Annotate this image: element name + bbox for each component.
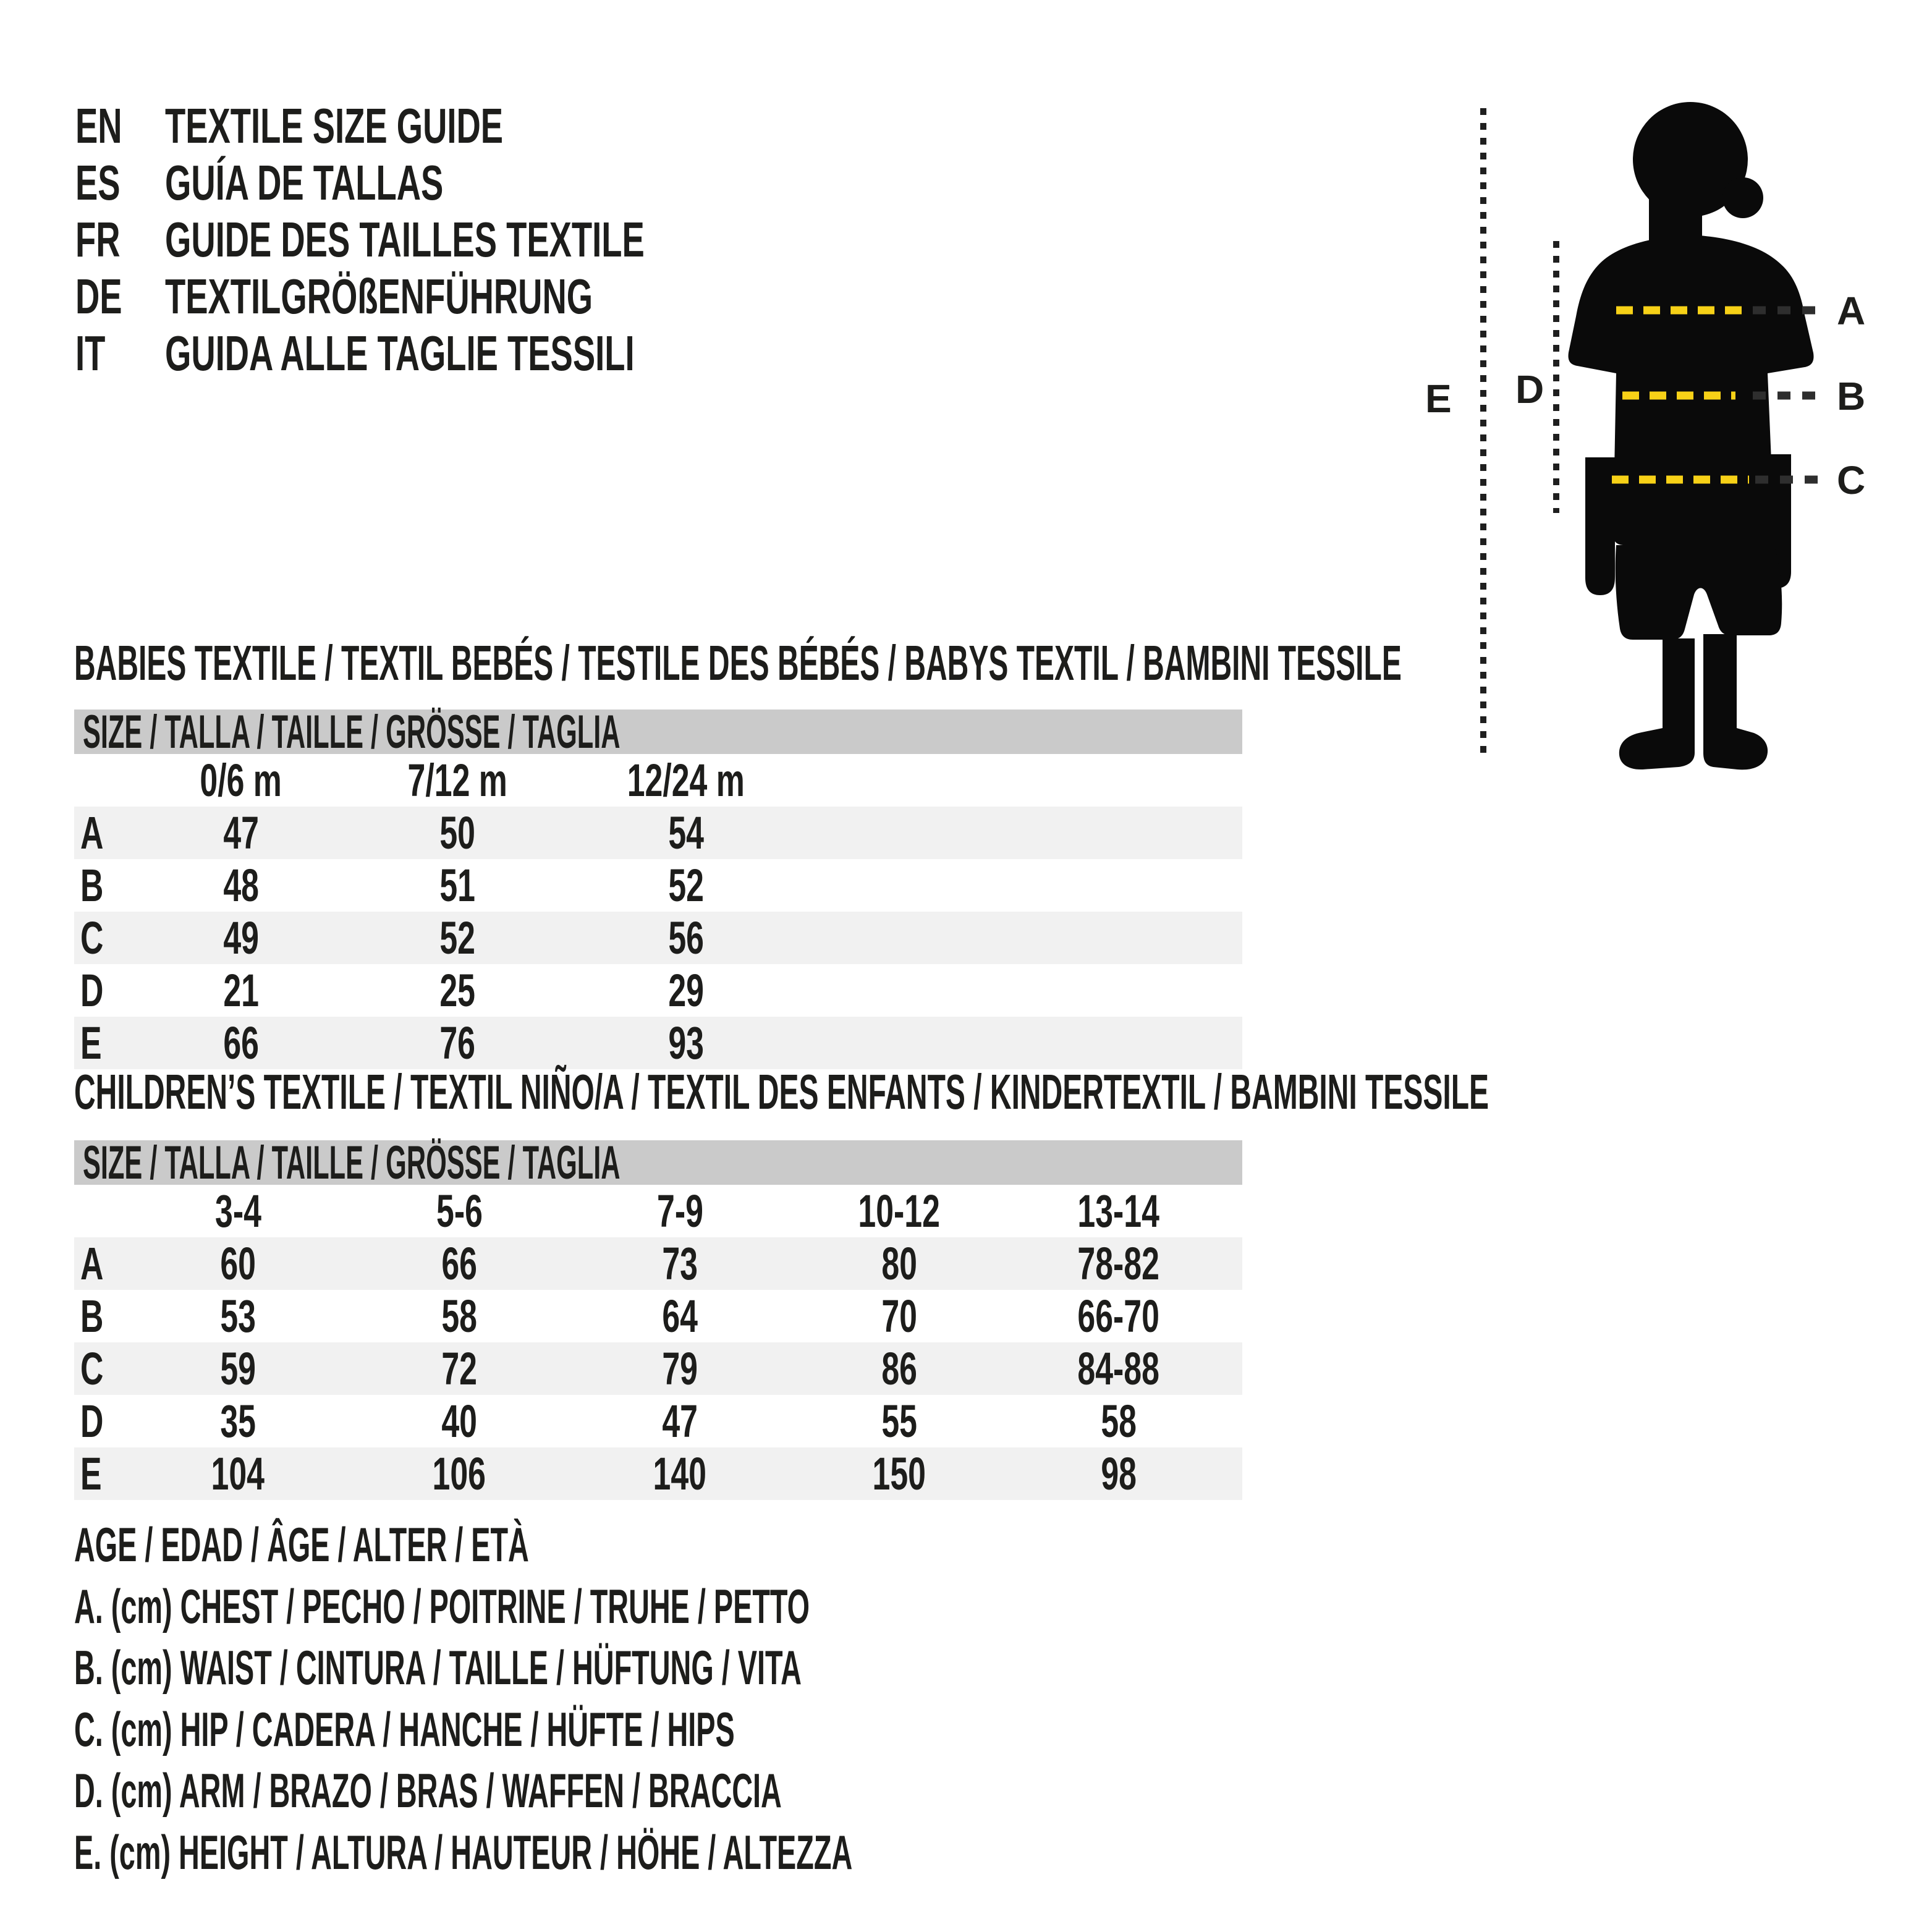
language-code: EN (75, 98, 122, 153)
table-cell: 47 (223, 807, 259, 858)
table-cell: 52 (668, 860, 704, 911)
table-row-label: A (80, 1238, 104, 1289)
table-row-label: D (80, 965, 104, 1016)
table-cell: 29 (668, 965, 704, 1016)
table-cell: 98 (1101, 1448, 1137, 1499)
legend-line (74, 1576, 1371, 1638)
legend-line-text: D. (cm) ARM / BRAZO / BRAS / WAFFEN / BRACCIA (74, 1763, 782, 1818)
language-title: GUIDE DES TAILLES TEXTILE (165, 212, 645, 267)
table-row-label: E (80, 1017, 102, 1069)
column-header: 12/24 m (627, 755, 745, 806)
legend-line-text: E. (cm) HEIGHT / ALTURA / HAUTEUR / HÖHE / ALTEZZA (74, 1824, 853, 1879)
legend-line (74, 1822, 1371, 1884)
language-title: TEXTILGRÖßENFÜHRUNG (165, 269, 593, 324)
legend-line-text: AGE / EDAD / ÂGE / ALTER / ETÀ (74, 1517, 529, 1572)
measurement-legend (74, 1514, 1371, 1883)
table-cell: 50 (439, 807, 475, 858)
size-header-bar (74, 705, 1242, 758)
table-cell: 64 (662, 1290, 698, 1342)
measure-label-a: A (1837, 289, 1866, 333)
measure-label-d: D (1515, 367, 1544, 412)
table-cell: 58 (441, 1290, 477, 1342)
table-cell: 76 (439, 1017, 475, 1069)
legend-line-text: B. (cm) WAIST / CINTURA / TAILLE / HÜFTUNG / VITA (74, 1640, 802, 1695)
table-cell: 54 (668, 807, 704, 858)
size-header-text: SIZE / TALLA / TAILLE / GRÖSSE / TAGLIA (83, 705, 621, 758)
table-cell: 73 (662, 1238, 698, 1289)
legend-line-text: A. (cm) CHEST / PECHO / POITRINE / TRUHE / PETTO (74, 1578, 810, 1633)
measure-label-e: E (1425, 376, 1452, 421)
column-header: 10-12 (858, 1185, 941, 1237)
table-cell: 104 (211, 1448, 265, 1499)
table-column-header-row (74, 1185, 1242, 1237)
column-header: 13-14 (1077, 1185, 1160, 1237)
table-cell: 106 (432, 1448, 486, 1499)
table-row-label: B (80, 1290, 104, 1342)
table-cell: 66-70 (1077, 1290, 1160, 1342)
language-code: FR (75, 212, 121, 267)
table-row (74, 807, 1242, 859)
table-cell: 53 (220, 1290, 256, 1342)
language-code: DE (75, 269, 122, 324)
language-title: TEXTILE SIZE GUIDE (165, 98, 504, 153)
table-cell: 80 (881, 1238, 917, 1289)
babies-size-table (74, 705, 1242, 1069)
column-header: 5-6 (436, 1185, 483, 1237)
table-row (74, 1017, 1242, 1069)
table-row-label: D (80, 1396, 104, 1447)
language-code: IT (75, 326, 106, 381)
table-row-label: C (80, 912, 104, 964)
table-row (74, 1290, 1242, 1342)
table-cell: 66 (223, 1017, 259, 1069)
table-cell: 49 (223, 912, 259, 964)
children-table (74, 1185, 1242, 1500)
table-cell: 40 (441, 1396, 477, 1447)
table-cell: 52 (439, 912, 475, 964)
babies-table (74, 754, 1242, 1069)
children-size-table (74, 1136, 1242, 1500)
table-cell: 66 (441, 1238, 477, 1289)
table-row (74, 1447, 1242, 1500)
table-row (74, 1237, 1242, 1290)
language-title: GUIDA ALLE TAGLIE TESSILI (165, 326, 635, 381)
table-row-label: B (80, 860, 104, 911)
table-row-label: E (80, 1448, 102, 1499)
section-heading-children (74, 1064, 1932, 1119)
table-cell: 93 (668, 1017, 704, 1069)
table-row-label: A (80, 807, 104, 858)
size-header-bar (74, 1136, 1242, 1189)
table-cell: 86 (881, 1343, 917, 1394)
table-cell: 84-88 (1077, 1343, 1160, 1394)
language-row (75, 325, 870, 382)
table-cell: 48 (223, 860, 259, 911)
size-header-text: SIZE / TALLA / TAILLE / GRÖSSE / TAGLIA (83, 1136, 621, 1189)
table-cell: 140 (653, 1448, 707, 1499)
language-title-block (75, 98, 870, 382)
table-cell: 25 (439, 965, 475, 1016)
table-cell: 58 (1101, 1396, 1137, 1447)
child-silhouette-diagram (1409, 87, 1932, 797)
table-row (74, 1395, 1242, 1447)
table-cell: 55 (881, 1396, 917, 1447)
table-row-label: C (80, 1343, 104, 1394)
measure-label-b: B (1837, 374, 1866, 418)
legend-line (74, 1699, 1371, 1761)
section-heading-babies (74, 635, 1932, 690)
table-cell: 47 (662, 1396, 698, 1447)
table-row (74, 912, 1242, 964)
language-row (75, 98, 870, 155)
table-cell: 72 (441, 1343, 477, 1394)
measurement-figure (1409, 87, 1932, 797)
language-title: GUÍA DE TALLAS (165, 155, 444, 210)
table-row (74, 1342, 1242, 1395)
language-code: ES (75, 155, 121, 210)
legend-line (74, 1637, 1371, 1699)
column-header: 3-4 (214, 1185, 261, 1237)
table-cell: 51 (439, 860, 475, 911)
table-row (74, 964, 1242, 1017)
language-row (75, 155, 870, 211)
legend-line (74, 1760, 1371, 1822)
table-cell: 59 (220, 1343, 256, 1394)
column-header: 7/12 m (407, 755, 507, 806)
table-cell: 56 (668, 912, 704, 964)
table-cell: 60 (220, 1238, 256, 1289)
legend-line (74, 1514, 1371, 1576)
measure-label-c: C (1837, 458, 1866, 502)
legend-line-text: C. (cm) HIP / CADERA / HANCHE / HÜFTE / HIPS (74, 1701, 735, 1756)
section-heading-children-text: CHILDREN’S TEXTILE / TEXTIL NIÑO/A / TEXTIL DES ENFANTS / KINDERTEXTIL / BAMBINI TESSILE (74, 1064, 1489, 1119)
table-cell: 35 (220, 1396, 256, 1447)
table-cell: 70 (881, 1290, 917, 1342)
table-column-header-row (74, 754, 1242, 807)
table-cell: 150 (872, 1448, 926, 1499)
table-cell: 78-82 (1077, 1238, 1160, 1289)
table-row (74, 859, 1242, 912)
column-header: 0/6 m (200, 755, 282, 806)
section-heading-babies-text: BABIES TEXTILE / TEXTIL BEBÉS / TESTILE DES BÉBÉS / BABYS TEXTIL / BAMBINI TESSILE (74, 635, 1402, 690)
language-row (75, 211, 870, 268)
table-cell: 79 (662, 1343, 698, 1394)
table-cell: 21 (223, 965, 259, 1016)
column-header: 7-9 (656, 1185, 703, 1237)
language-row (75, 268, 870, 325)
